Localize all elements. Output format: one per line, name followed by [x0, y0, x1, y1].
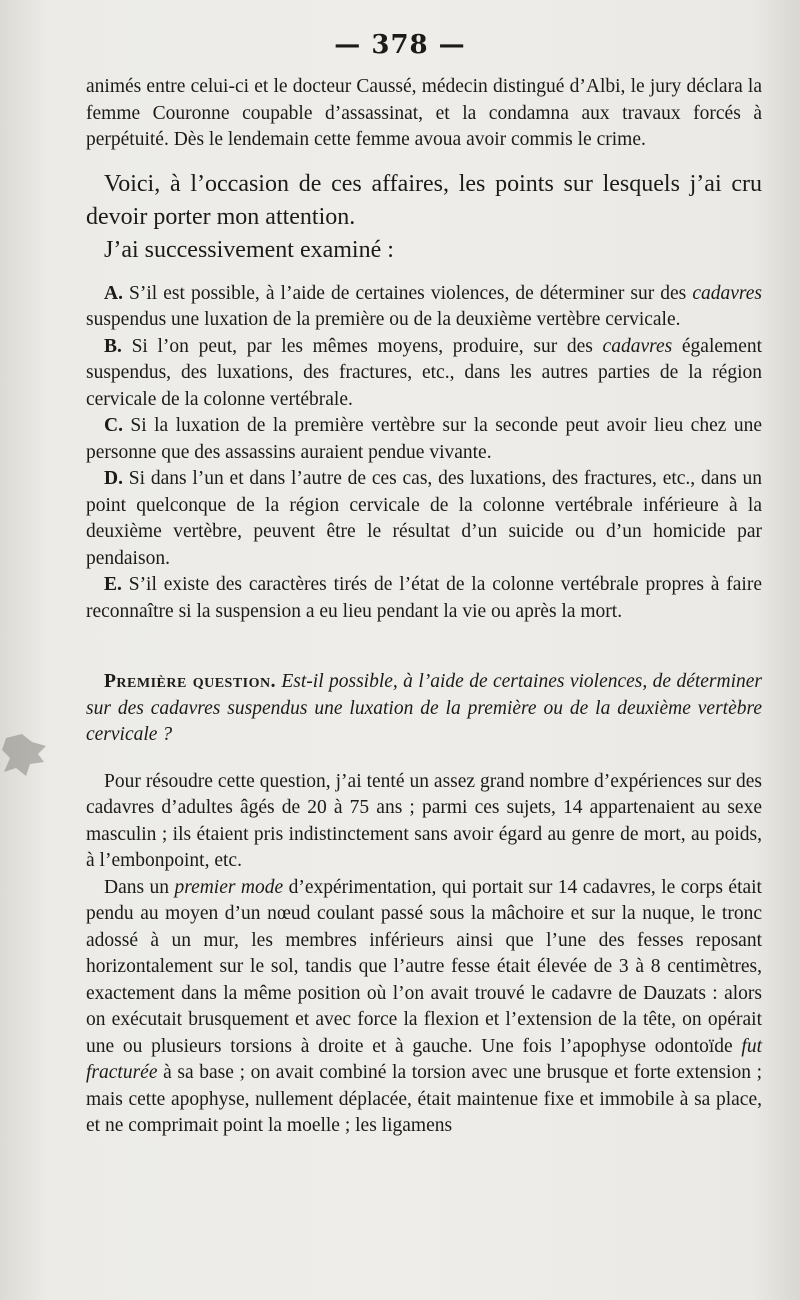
list-item: B. Si l’on peut, par les mêmes moyens, produire, sur des cadavres également suspendus, des luxations, des fractures, etc., dans les autres parties de la région cervicale de la colonne vertébrale. [86, 335, 763, 410]
paragraph-intro: animés entre celui-ci et le docteur Caussé, médecin distingué d’Albi, le jury déclara la femme Couronne coupable d’assassinat, et la condamna aux travaux forcés à perpétuité. Dès le lendemain cette femme avoua avoir commis le crime. [86, 76, 762, 150]
list-item: E. S’il existe des caractères tirés de l’état de la colonne vertébrale propres à faire reconnaître si la suspension a eu lieu pendant la vie ou après la mort. [86, 574, 762, 622]
paragraph-points: Voici, à l’occasion de ces affaires, les points sur lesquels j’ai cru devoir porter mon attention. [86, 170, 762, 230]
body-text [86, 74, 762, 1140]
list-item: D. Si dans l’un et dans l’autre de ces cas, des luxations, des fractures, etc., dans un point quelconque de la région cervicale de la colonne vertébrale inférieure à la deuxième vertèbre, peuvent être le résultat d’un suicide ou d’un homicide par pendaison. [86, 468, 762, 569]
question-text: Est-il possible, à l’aide de certaines violences, de déterminer sur des cadavres suspendus une luxation de la première ou de la deuxième vertèbre cervicale ? [86, 671, 763, 745]
question-heading [86, 669, 762, 749]
list-item: A. S’il est possible, à l’aide de certaines violences, de déterminer sur des cadavres suspendus une luxation de la première ou de la deuxième vertèbre cervicale. [86, 282, 762, 330]
list-item: C. Si la luxation de la première vertèbre sur la seconde peut avoir lieu chez une personne que des assassins auraient pendue vivante. [86, 415, 763, 463]
paragraph-first-mode: Dans un premier mode d’expérimentation, qui portait sur 14 cadavres, le corps était pendu au moyen d’un nœud coulant passé sous la mâchoire et sur la nuque, le tronc adossé à un mur, les membres inférieurs ainsi que l’une des fesses reposant horizontalement sur le sol, tandis que l’autre fesse était élevée de 3 à 8 centimètres, exactement dans la même position où l’on avait trouvé le cadavre de Dauzats : alors on exécutait brusquement et avec force la flexion et l’extension de la tête, on opérait une ou plusieurs torsions à droite et à gauche. Une fois l’apophyse odontoïde fut fracturée à sa base ; on avait combiné la torsion avec une brusque et forte extension ; mais cette apophyse, nullement déplacée, était maintenue fixe et immobile à sa place, et ne comprimait point la moelle ; les ligamens [86, 876, 762, 1136]
question-label: Première question. [104, 671, 276, 692]
paragraph-examined: J’ai successivement examiné : [104, 236, 394, 263]
page-number: — 378 — [334, 30, 466, 60]
ink-blot-icon [2, 728, 48, 780]
paragraph-experiments: Pour résoudre cette question, j’ai tenté un assez grand nombre d’expériences sur des cadavres d’adultes âgés de 20 à 75 ans ; parmi ces sujets, 14 appartenaient au sexe masculin ; ils étaient pris indistinctement sans avoir égard au genre de mort, au poids, à l’embonpoint, etc. [86, 770, 762, 871]
